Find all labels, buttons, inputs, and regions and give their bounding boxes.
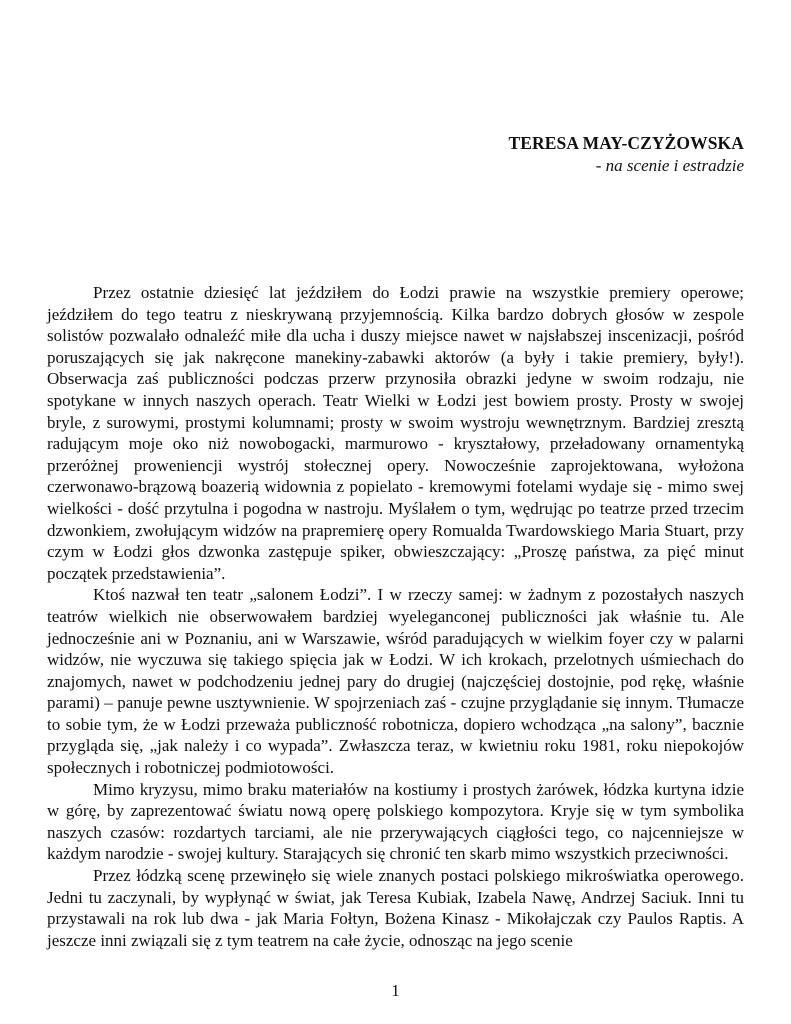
paragraph: Mimo kryzysu, mimo braku materiałów na kostiumy i prostych żarówek, łódzka kurtyna idzie w górę, by zaprezentować światu nową operę polskiego kompozytora. Kryje się w tym symbolika naszych czasów: rozdartych tarciami, ale nie przerywających ciągłości tego, co najcenniejsze w każdym narodzie - swojej kultury. Starających się chronić ten skarb mimo wszystkich przeciwności. [47,779,744,864]
article-title: TERESA MAY-CZYŻOWSKA [508,133,744,153]
paragraph: Przez łódzką scenę przewinęło się wiele znanych postaci polskiego mikroświatka operowego. Jedni tu zaczynali, by wypłynąć w świat, jak Teresa Kubiak, Izabela Nawę, Andrzej Saciuk. Inni tu przystawali na rok lub dwa - jak Maria Fołtyn, Bożena Kinasz - Mikołajczak czy Paulos Raptis. A jeszcze inni związali się z tym teatrem na całe życie, odnosząc na jego scenie [47,866,744,950]
paragraph: Przez ostatnie dziesięć lat jeździłem do Łodzi prawie na wszystkie premiery operowe; jeździłem do tego teatru z nieskrywaną przyjemnością. Kilka bardzo dobrych głosów w zespole solistów pozwalało odnaleźć miłe dla ucha i duszy miejsce nawet w najsłabszej inscenizacji, pośród poruszających się jak nakręcone manekiny-zabawki aktorów (a były i takie premiery, były!). Obserwacja zaś publiczności podczas przerw przynosiła obrazki jedyne w swoim rodzaju, nie spotykane w innych naszych operach. Teatr Wielki w Łodzi jest bowiem prosty. Prosty w swojej bryle, z surowymi, prostymi kolumnami; prosty w swoim wystroju wewnętrznym. Bardziej zresztą radującym moje oko niż nowobogacki, marmurowo - kryształowy, przeładowany ornamentyką przeróżnej proweniencji wystrój stołecznej opery. Nowocześnie zaprojektowana, wyłożona czerwonawo-brązową boazerią widownia z popielato - kremowymi fotelami wydaje się - mimo swej wielkości - dość przytulna i pogodna w nastroju. Myślałem o tym, wędrując po teatrze przed trzecim dzwonkiem, zwołującym widzów na prapremierę opery Romualda Twardowskiego Maria Stuart, przy czym w Łodzi głos dzwonka zastępuje spiker, obwieszczający: „Proszę państwa, za pięć minut początek przedstawienia”. [47,283,744,583]
page-number: 1 [391,981,400,1000]
article-header [508,131,744,177]
paragraph: Ktoś nazwał ten teatr „salonem Łodzi”. I w rzeczy samej: w żadnym z pozostałych naszych teatrów wielkich nie obserwowałem bardziej wyeleganconej publiczności jak właśnie tu. Ale jednocześnie ani w Poznaniu, ani w Warszawie, wśród paradujących w wielkim foyer czy w palarni widzów, nie wyczuwa się takiego spięcia jak w Łodzi. W ich krokach, przelotnych uśmiechach do znajomych, nawet w podchodzeniu jednej pary do drugiej (najczęściej dostojnie, pod rękę, właśnie parami) – panuje pewne usztywnienie. W spojrzeniach zaś - czujne przyglądanie się innym. Tłumacze to sobie tym, że w Łodzi przeważa publiczność robotnicza, dopiero wchodząca „na salony”, bacznie przygląda się, „jak należy i co wypada”. Zwłaszcza teraz, w kwietniu roku 1981, roku niepokojów społecznych i robotniczej podmiotowości. [47,585,744,778]
article-subtitle: - na scenie i estradzie [595,156,744,175]
article-body [47,282,744,951]
